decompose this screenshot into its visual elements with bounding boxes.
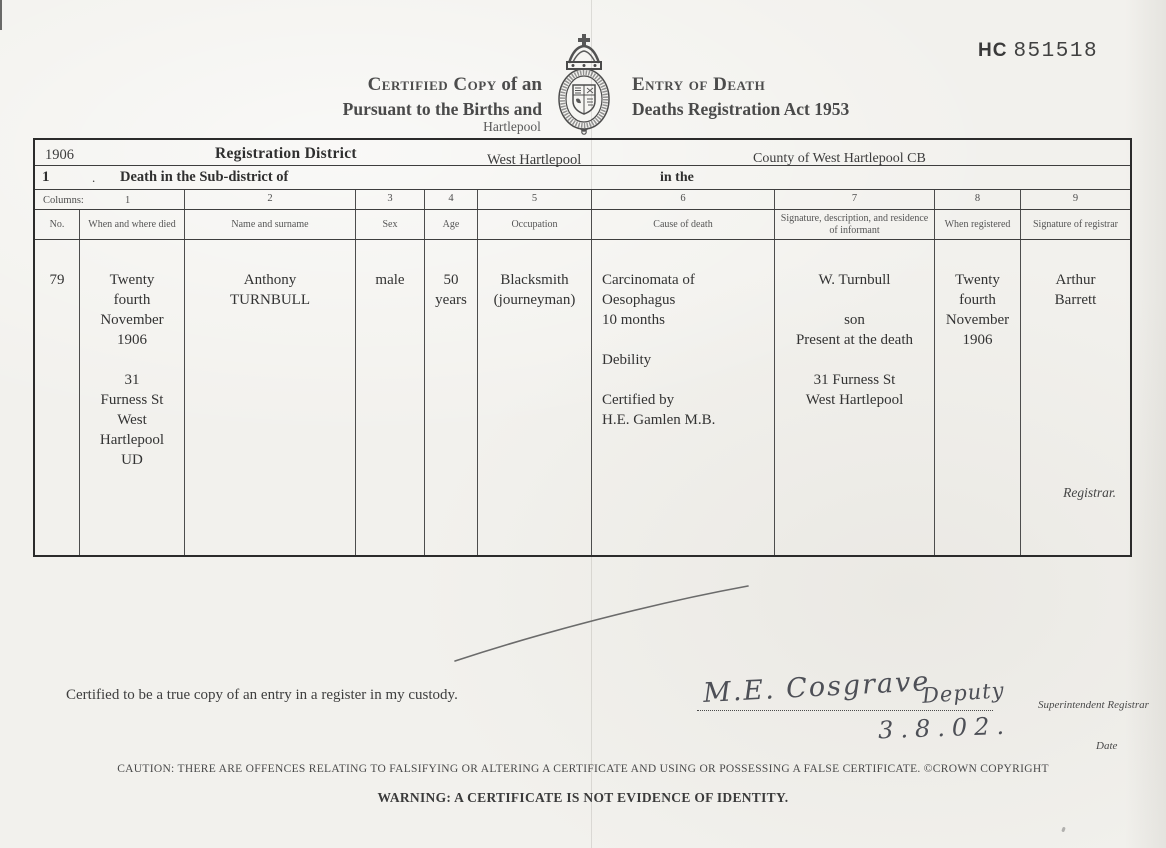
- register-entry-table: [33, 138, 1132, 557]
- entry-number: 1: [42, 169, 50, 185]
- column-number-2: 2: [185, 190, 356, 209]
- cell-entry-no: 79: [35, 240, 80, 555]
- column-number-5: 5: [478, 190, 592, 209]
- date-label: Date: [1096, 740, 1118, 752]
- column-number-3: 3: [356, 190, 425, 209]
- column-number-1: 1: [125, 195, 131, 206]
- signature-role: Deputy: [921, 678, 1006, 708]
- royal-coat-of-arms-icon: [549, 33, 619, 137]
- title-certified-copy-caps: Certified Copy: [367, 74, 497, 95]
- registration-district-row: [35, 140, 1130, 166]
- title-registration-act: Deaths Registration Act 1953: [632, 99, 850, 119]
- registration-district-value: West Hartlepool: [487, 152, 582, 168]
- title-of-an: of an: [496, 74, 542, 95]
- cell-informant: W. Turnbull son Present at the death 31 Furness St West Hartlepool: [775, 240, 935, 555]
- county-value: County of West Hartlepool CB: [753, 151, 926, 166]
- serial-prefix: HC: [978, 40, 1008, 61]
- cell-sex: male: [356, 240, 425, 555]
- cell-registrar-signature: [1021, 240, 1130, 555]
- scan-edge-artifact: [0, 0, 2, 30]
- in-the-label: in the: [660, 170, 694, 185]
- scan-speck-artifact: [1061, 827, 1066, 833]
- subdistrict-row: [35, 166, 1130, 190]
- title-pursuant: Pursuant to the Births and: [342, 99, 542, 119]
- district-note: Hartlepool: [483, 119, 541, 134]
- header-signature-registrar: Signature of registrar: [1033, 218, 1118, 230]
- header-age: Age: [425, 210, 478, 239]
- header-occupation: Occupation: [478, 210, 592, 239]
- certified-statement: Certified to be a true copy of an entry in a register in my custody.: [66, 687, 458, 703]
- cell-name-surname: Anthony TURNBULL: [185, 240, 356, 555]
- header-name-surname: Name and surname: [185, 210, 356, 239]
- column-numbers-row: [35, 190, 1130, 210]
- cell-age: 50 years: [425, 240, 478, 555]
- title-certified-copy: [290, 74, 542, 96]
- column-number-9: 9: [1072, 193, 1079, 204]
- column-headers-row: [35, 210, 1130, 240]
- columns-label-cell: [35, 190, 185, 209]
- separator-mark: .: [92, 170, 96, 185]
- column-number-4: 4: [425, 190, 478, 209]
- header-no: No.: [35, 210, 80, 239]
- column-number-7: 7: [775, 190, 935, 209]
- registration-district-label: Registration District: [215, 145, 357, 162]
- title-entry-of-death: [632, 74, 765, 96]
- superintendent-registrar-label: Superintendent Registrar: [1038, 699, 1149, 711]
- entry-data-row: [35, 240, 1130, 555]
- header-when-where-died: When and where died: [80, 210, 185, 239]
- header-informant: Signature, description, and residence of informant: [775, 210, 935, 239]
- certificate-serial: [978, 40, 1098, 63]
- handwritten-date: 3.8.02.: [877, 711, 1012, 745]
- cell-when-where-died: Twenty fourth November 1906 31 Furness St West Hartlepool UD: [80, 240, 185, 555]
- superintendent-signature: M.E. Cosgrave: [702, 666, 932, 709]
- caution-text: CAUTION: THERE ARE OFFENCES RELATING TO FALSIFYING OR ALTERING A CERTIFICATE AND USING OR POSSESSING A FALSE CERTIFICATE. ©CROWN COPYRIGHT: [117, 763, 1049, 775]
- cell-cause-of-death: Carcinomata of Oesophagus 10 months Debility Certified by H.E. Gamlen M.B.: [592, 240, 775, 555]
- register-year: 1906: [45, 147, 74, 163]
- column-number-6: 6: [592, 190, 775, 209]
- serial-number: 851518: [1013, 40, 1099, 63]
- header-sex: Sex: [356, 210, 425, 239]
- columns-label: Columns:: [43, 195, 84, 206]
- registrar-title: Registrar.: [1063, 485, 1116, 500]
- cell-when-registered: Twenty fourth November 1906: [935, 240, 1021, 555]
- title-entry-of-death-caps: Entry of Death: [632, 74, 766, 95]
- column-number-8: 8: [935, 190, 1021, 209]
- subdistrict-label: Death in the Sub-district of: [120, 169, 289, 185]
- warning-text: WARNING: A CERTIFICATE IS NOT EVIDENCE OF IDENTITY.: [377, 790, 789, 805]
- registrar-signature-name: Arthur Barrett: [1054, 272, 1097, 308]
- header-cause-of-death: Cause of death: [592, 210, 775, 239]
- header-when-registered: When registered: [935, 210, 1021, 239]
- cell-occupation: Blacksmith (journeyman): [478, 240, 592, 555]
